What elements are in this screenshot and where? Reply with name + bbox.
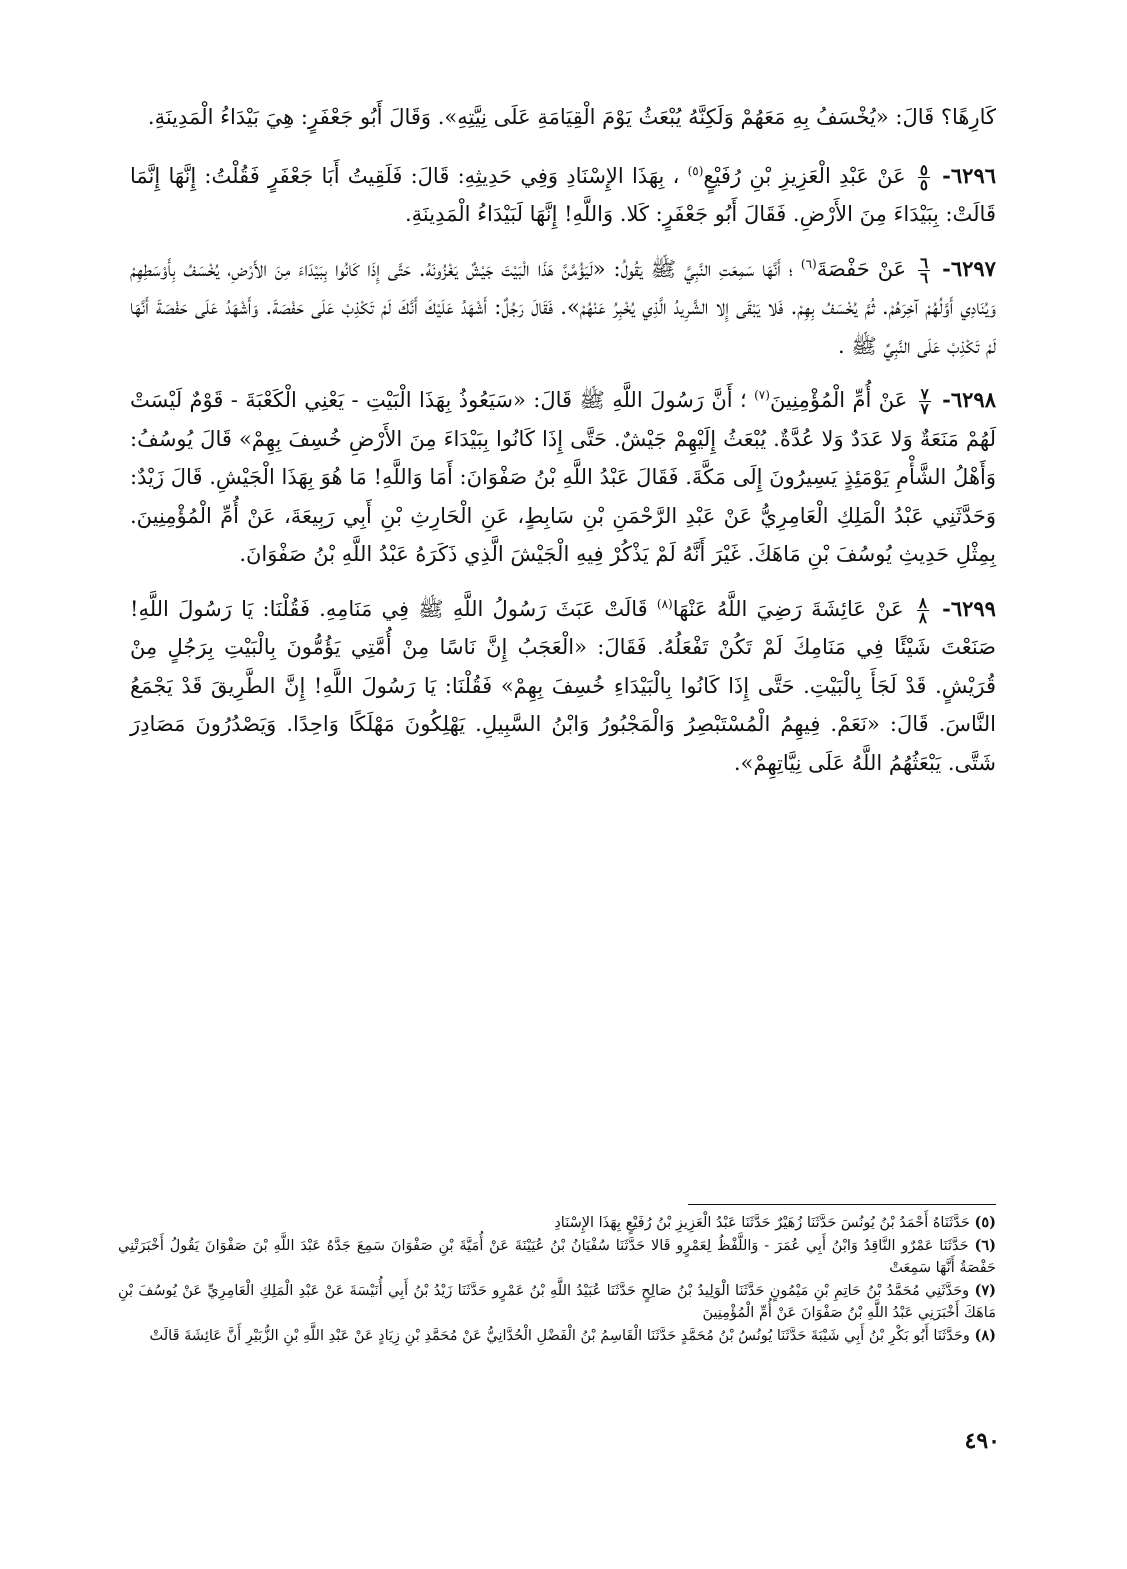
fraction-bottom: ٥ [919,175,928,194]
hadith-text: ؛ أَنَّ رَسُولَ اللَّهِ ﷺ قَالَ: «سَيَعُوذُ بِهَذَا الْبَيْتِ - يَعْنِي الْكَعْبَةَ - قَوْمٌ لَيْسَتْ لَهُمْ مَنَعَةٌ وَلا عَدَدٌ وَلا عُدَّةٌ. يُبْعَثُ إِلَيْهِمْ جَيْشٌ. حَتَّى إِذَا كَانُوا بِبَيْدَاءَ مِنَ الأَرْضِ خُسِفَ بِهِمْ» قَالَ يُوسُفُ: وَأَهْلُ الشَّأْمِ يَوْمَئِذٍ يَسِيرُونَ إِلَى مَكَّةَ. فَقَالَ عَبْدُ اللَّهِ بْنُ صَفْوَانَ: أَمَا وَاللَّهِ! مَا هُوَ بِهَذَا الْجَيْشِ. قَالَ زَيْدٌ: وَحَدَّثَنِي عَبْدُ الْمَلِكِ الْعَامِرِيُّ عَنْ عَبْدِ الرَّحْمَنِ بْنِ سَابِطٍ، عَنِ الْحَارِثِ بْنِ أَبِي رَبِيعَةَ، عَنْ أُمِّ الْمُؤْمِنِينَ. بِمِثْلِ حَدِيثِ يُوسُفَ بْنِ مَاهَكَ. غَيْرَ أَنَّهُ لَمْ يَذْكُرْ فِيهِ الْجَيْشَ الَّذِي ذَكَرَهُ عَبْدُ اللَّهِ بْنُ صَفْوَانَ. [130,388,996,566]
hadith-text: ، بِهَذَا الإِسْنَادِ وَفِي حَدِيثِهِ: قَالَ: فَلَقِيتُ أَبَا جَعْفَرٍ فَقُلْتُ: إِنَّهَا إِنَّمَا قَالَتْ: بِبَيْدَاءَ مِنَ الأَرْضِ. فَقَالَ أَبُو جَعْفَرٍ: كَلا. وَاللَّهِ! إِنَّهَا لَبَيْدَاءُ الْمَدِينَةِ. [130,163,996,226]
footnote-text: حَدَّثَنَاهُ أَحْمَدُ بْنُ يُونُسَ حَدَّثَنَا زُهَيْرٌ حَدَّثَنَا عَبْدُ الْعَزِيزِ بْنُ رُفَيْعٍ بِهَذَا الإِسْنَادِ [554,1215,970,1231]
hadith-fraction [918,253,930,287]
hadith-6296 [130,157,996,234]
fraction-top: ٥ [919,160,928,179]
footnote-ref: (٦) [800,256,817,271]
hadith-6298 [130,381,996,574]
main-text [130,98,996,798]
hadith-text-start: عَنْ عَبْدِ الْعَزِيزِ بْنِ رُفَيْعٍ [703,163,906,188]
fraction-top: ٧ [920,385,929,403]
hadith-fraction [919,387,931,416]
hadith-text-start: عَنْ أُمِّ الْمُؤْمِنِينَ [769,388,908,412]
hadith-number: ٦٢٩٦- [942,162,997,188]
hadith-number: ٦٢٩٨- [942,387,996,412]
hadith-number: ٦٢٩٩- [942,595,996,621]
fraction-bottom: ٧ [920,400,929,418]
hadith-text-start: عَنْ عَائِشَةَ رَضِيَ اللَّهُ عَنْهَا [672,596,904,621]
footnote-5 [118,1212,996,1234]
footnote-8 [118,1325,996,1347]
page-number: ٤٩٠ [964,1428,1000,1454]
hadith-fraction [918,160,930,194]
footnote-text: وحَدَّثَنِي مُحَمَّدُ بْنُ حَاتِمِ بْنِ مَيْمُونٍ حَدَّثَنَا الْوَلِيدُ بْنُ صَالِحٍ حَدَّثَنَا عُبَيْدُ اللَّهِ بْنُ عَمْرٍو حَدَّثَنَا زَيْدُ بْنُ أَبِي أُنَيْسَةَ عَنْ عَبْدِ الْمَلِكِ الْعَامِرِيِّ عَنْ يُوسُفَ بْنِ مَاهَكَ أَخْبَرَنِي عَبْدُ اللَّهِ بْنُ صَفْوَانَ عَنْ أُمِّ الْمُؤْمِنِينَ [118,1283,996,1321]
footnote-text: وحَدَّثَنَا أَبُو بَكْرِ بْنُ أَبِي شَيْبَةَ حَدَّثَنَا يُونُسُ بْنُ مُحَمَّدٍ حَدَّثَنَا الْقَاسِمُ بْنُ الْفَضْلِ الْحُدَّانِيُّ عَنْ مُحَمَّدِ بْنِ زِيَادٍ عَنْ عَبْدِ اللَّهِ بْنِ الزُّبَيْرِ أَنَّ عَائِشَةَ قَالَتْ [149,1328,970,1344]
hadith-text: ؛ أَنَّهَا سَمِعَتِ النَّبِيَّ ﷺ يَقُولُ: «لَيَؤُمَّنَّ هَذَا الْبَيْتَ جَيْشٌ يَغْزُونَهُ. حَتَّى إِذَا كَانُوا بِبَيْدَاءَ مِنَ الأَرْضِ، يُخْسَفُ بِأَوْسَطِهِمْ وَيُنَادِي أَوَّلُهُمْ آخِرَهُمْ. ثُمَّ يُخْسَفُ بِهِمْ. فَلا يَبْقَى إِلا الشَّرِيدُ الَّذِي يُخْبِرُ عَنْهُمْ». فَقَالَ رَجُلٌ: أَشْهَدُ عَلَيْكَ أَنَّكَ لَمْ تَكْذِبْ عَلَى حَفْصَةَ. وَأَشْهَدُ عَلَى حَفْصَةَ أَنَّهَا لَمْ تَكْذِبْ عَلَى النَّبِيِّ ﷺ . [130,256,996,358]
footnote-6 [118,1235,996,1279]
hadith-6299 [130,590,996,783]
footnote-ref: (٨) [656,596,673,611]
footnotes [118,1212,996,1348]
footnote-7 [118,1280,996,1324]
fraction-bottom: ٦ [920,268,929,287]
footnote-number: (٦) [974,1237,997,1254]
footnote-number: (٧) [974,1282,996,1299]
hadith-text: قَالَتْ عَبَثَ رَسُولُ اللَّهِ ﷺ فِي مَنَامِهِ. فَقُلْنَا: يَا رَسُولَ اللَّهِ! صَنَعْتَ شَيْئًا فِي مَنَامِكَ لَمْ تَكُنْ تَفْعَلُهُ. فَقَالَ: «الْعَجَبُ إِنَّ نَاسًا مِنْ أُمَّتِي يَؤُمُّونَ بِالْبَيْتِ بِرَجُلٍ مِنْ قُرَيْشٍ. قَدْ لَجَأَ بِالْبَيْتِ. حَتَّى إِذَا كَانُوا بِالْبَيْدَاءِ خُسِفَ بِهِمْ» فَقُلْنَا: يَا رَسُولَ اللَّهِ! إِنَّ الطَّرِيقَ قَدْ يَجْمَعُ النَّاسَ. قَالَ: «نَعَمْ. فِيهِمُ الْمُسْتَبْصِرُ وَالْمَجْبُورُ وَابْنُ السَّبِيلِ. يَهْلِكُونَ مَهْلَكًا وَاحِدًا. وَيَصْدُرُونَ مَصَادِرَ شَتَّى. يَبْعَثُهُمُ اللَّهُ عَلَى نِيَّاتِهِمْ». [130,596,996,775]
footnote-number: (٨) [974,1327,996,1344]
fraction-top: ٨ [918,593,927,612]
hadith-number: ٦٢٩٧- [942,255,996,281]
footnote-ref: (٥) [687,163,704,178]
paragraph-text: كَارِهًا؟ قَالَ: «يُخْسَفُ بِهِ مَعَهُمْ وَلَكِنَّهُ يُبْعَثُ يَوْمَ الْقِيَامَةِ عَلَى نِيَّتِهِ». وَقَالَ أَبُو جَعْفَرٍ: هِيَ بَيْدَاءُ الْمَدِينَةِ. [147,105,996,129]
fraction-top: ٦ [920,253,929,272]
footnote-text: حَدَّثَنَا عَمْرٌو النَّاقِدُ وَابْنُ أَبِي عُمَرَ - وَاللَّفْظُ لِعَمْرٍو قَالا حَدَّثَنَا سُفْيَانُ بْنُ عُيَيْنَةَ عَنْ أُمَيَّةَ بْنِ صَفْوَانَ سَمِعَ جَدَّهُ عَبْدَ اللَّهِ بْنَ صَفْوَانَ يَقُولُ أَخْبَرَتْنِي حَفْصَةُ أَنَّهَا سَمِعَتْ [118,1238,996,1276]
footnote-separator [688,1204,996,1205]
footnote-ref: (٧) [754,388,770,402]
hadith-fraction [917,593,929,627]
hadith-6297 [130,250,996,366]
fraction-bottom: ٨ [918,608,927,627]
footnote-number: (٥) [974,1214,996,1231]
hadith-text-start: عَنْ حَفْصَةَ [816,256,907,281]
paragraph-continuation [130,98,996,137]
